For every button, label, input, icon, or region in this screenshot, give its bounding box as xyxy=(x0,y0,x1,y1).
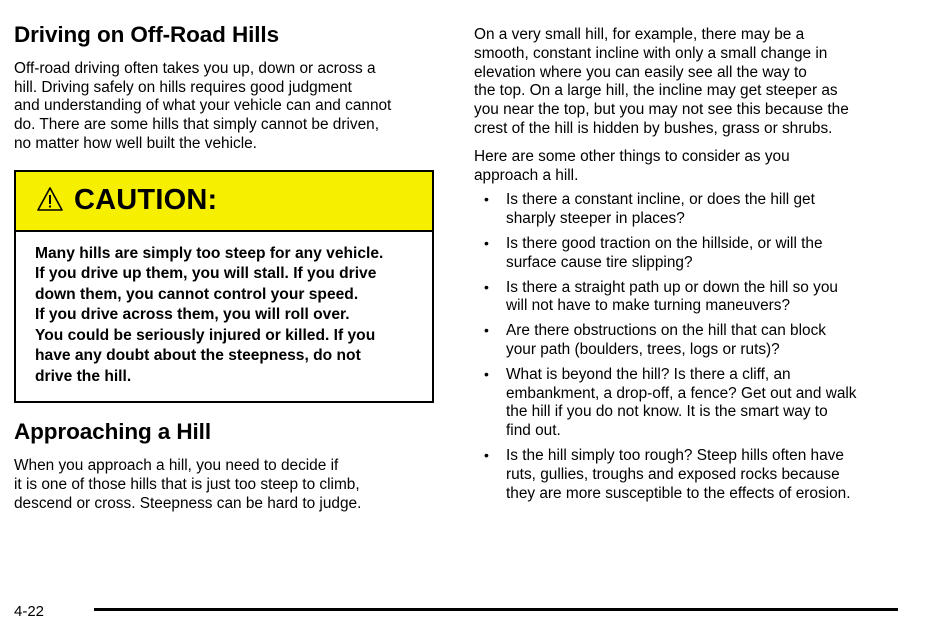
caution-text-line: drive the hill. xyxy=(35,367,132,385)
approach-paragraph xyxy=(14,457,438,513)
text-line: find out. xyxy=(506,422,561,440)
warning-triangle-icon xyxy=(36,186,64,212)
right-column xyxy=(474,26,914,509)
text-line: they are more susceptible to the effects of erosion. xyxy=(506,484,851,502)
caution-text-line: have any doubt about the steepness, do not xyxy=(35,347,361,365)
text-line: Here are some other things to consider as you xyxy=(474,147,790,165)
text-line: do. There are some hills that simply cannot be driven, xyxy=(14,116,380,134)
text-line: and understanding of what your vehicle can and cannot xyxy=(14,97,392,115)
bullet-icon: • xyxy=(484,234,489,251)
text-line: your path (boulders, trees, logs or ruts)? xyxy=(506,340,780,358)
text-line: Off-road driving often takes you up, down or across a xyxy=(14,59,376,77)
caution-text-line: Many hills are simply too steep for any vehicle. xyxy=(35,244,384,262)
text-line: Is there good traction on the hillside, or will the xyxy=(506,234,823,252)
caution-box xyxy=(14,170,434,404)
bullet-icon: • xyxy=(484,446,489,463)
left-column xyxy=(14,22,438,530)
text-line: Is there a straight path up or down the hill so you xyxy=(506,278,838,296)
bullet-icon: • xyxy=(484,365,489,382)
bullet-icon: • xyxy=(484,191,489,208)
text-line: approach a hill. xyxy=(474,166,579,184)
text-line: Is the hill simply too rough? Steep hills often have xyxy=(506,446,844,464)
footer-rule xyxy=(94,608,898,611)
text-line: smooth, constant incline with only a small change in xyxy=(474,44,828,62)
text-line: hill. Driving safely on hills requires good judgment xyxy=(14,78,352,96)
list-item xyxy=(474,366,914,441)
section-heading-off-road-hills: Driving on Off-Road Hills xyxy=(14,22,279,47)
caution-text-line: If you drive up them, you will stall. If you drive xyxy=(35,265,377,283)
text-line: sharply steeper in places? xyxy=(506,210,685,228)
bullet-icon: • xyxy=(484,278,489,295)
considerations-list xyxy=(474,191,914,503)
list-item xyxy=(474,279,914,317)
considerations-intro xyxy=(474,148,914,186)
text-line: it is one of those hills that is just too steep to climb, xyxy=(14,476,360,494)
text-line: When you approach a hill, you need to decide if xyxy=(14,457,339,475)
text-line: Are there obstructions on the hill that can block xyxy=(506,322,826,340)
intro-paragraph xyxy=(14,60,438,154)
text-line: the hill if you do not know. It is the smart way to xyxy=(506,403,828,421)
caution-text-line: If you drive across them, you will roll over. xyxy=(35,306,350,324)
caution-header xyxy=(16,172,432,232)
bullet-icon: • xyxy=(484,322,489,339)
text-line: you near the top, but you may not see this because the xyxy=(474,101,849,119)
text-line: crest of the hill is hidden by bushes, grass or shrubs. xyxy=(474,119,833,137)
caution-body xyxy=(16,232,432,402)
hill-size-paragraph xyxy=(474,26,914,139)
text-line: What is beyond the hill? Is there a cliff, an xyxy=(506,365,791,383)
text-line: the top. On a large hill, the incline may get steeper as xyxy=(474,82,838,100)
text-line: surface cause tire slipping? xyxy=(506,253,693,271)
caution-title: CAUTION: xyxy=(74,184,218,217)
text-line: Is there a constant incline, or does the hill get xyxy=(506,191,815,209)
text-line: no matter how well built the vehicle. xyxy=(14,135,257,153)
text-line: On a very small hill, for example, there may be a xyxy=(474,26,805,43)
text-line: elevation where you can easily see all the way to xyxy=(474,63,807,81)
list-item xyxy=(474,191,914,229)
text-line: embankment, a drop-off, a fence? Get out and walk xyxy=(506,384,857,402)
page-number: 4-22 xyxy=(14,603,45,620)
caution-text-line: You could be seriously injured or killed. If you xyxy=(35,326,376,344)
list-item xyxy=(474,235,914,273)
text-line: will not have to make turning maneuvers? xyxy=(506,297,791,315)
text-line: ruts, gullies, troughs and exposed rocks because xyxy=(506,465,840,483)
caution-text-line: down them, you cannot control your speed. xyxy=(35,285,359,303)
section-heading-approaching-hill: Approaching a Hill xyxy=(14,419,211,445)
text-line: descend or cross. Steepness can be hard to judge. xyxy=(14,494,362,512)
list-item xyxy=(474,447,914,503)
list-item xyxy=(474,322,914,360)
